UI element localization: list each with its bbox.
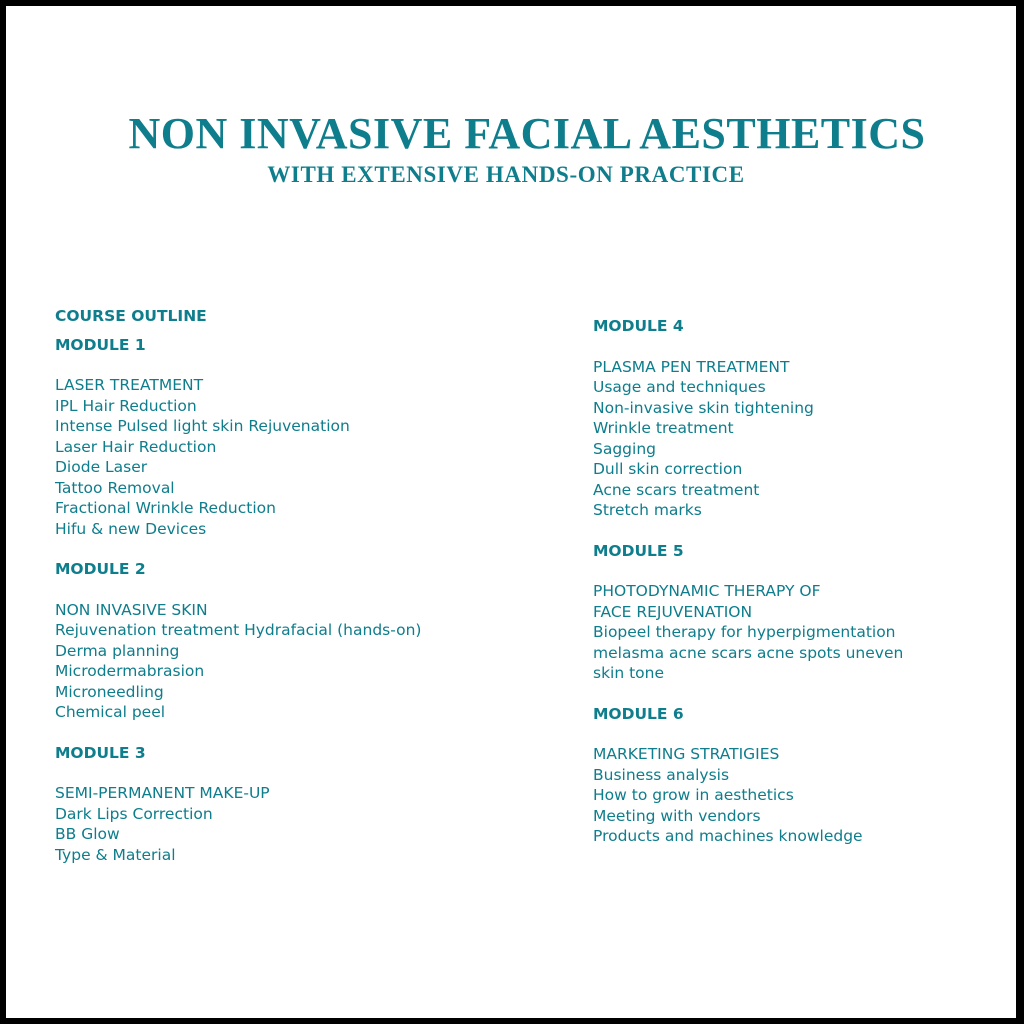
module-title: MODULE 4 (593, 317, 684, 335)
module-6 (593, 704, 993, 847)
module-item: Meeting with vendors (593, 806, 761, 825)
module-item: Laser Hair Reduction (55, 437, 217, 456)
module-title: MODULE 1 (55, 335, 146, 354)
module-item: Products and machines knowledge (593, 827, 863, 845)
module-item: NON INVASIVE SKIN (55, 600, 208, 619)
module-item: SEMI-PERMANENT MAKE-UP (55, 784, 270, 802)
module-2 (55, 559, 525, 723)
right-column (593, 316, 993, 867)
module-item: MARKETING STRATIGIES (593, 745, 780, 763)
module-item: How to grow in aesthetics (593, 786, 794, 804)
module-item: Microdermabrasion (55, 662, 205, 680)
module-item: FACE REJUVENATION (593, 602, 753, 621)
module-item: Hifu & new Devices (55, 519, 207, 538)
module-3 (55, 743, 525, 866)
module-title: MODULE 5 (593, 541, 684, 560)
module-item: Intense Pulsed light skin Rejuvenation (55, 417, 350, 435)
module-5 (593, 541, 993, 684)
module-item: Type & Material (55, 845, 176, 864)
module-item: Chemical peel (55, 703, 166, 721)
module-item: Diode Laser (55, 458, 148, 476)
module-item: Biopeel therapy for hyperpigmentation (593, 623, 896, 641)
module-item: BB Glow (55, 825, 120, 843)
module-title: MODULE 2 (55, 560, 146, 578)
module-item: Acne scars treatment (593, 480, 760, 499)
module-title: MODULE 6 (593, 704, 684, 723)
left-column (55, 306, 525, 885)
module-item: PHOTODYNAMIC THERAPY OF (593, 582, 821, 600)
module-4 (593, 316, 993, 521)
module-item: skin tone (593, 664, 665, 682)
page-subtitle: WITH EXTENSIVE HANDS-ON PRACTICE (267, 162, 745, 187)
course-outline-heading: COURSE OUTLINE (55, 307, 207, 325)
module-item: Microneedling (55, 682, 164, 701)
module-item: Dark Lips Correction (55, 804, 213, 823)
module-item: Usage and techniques (593, 378, 766, 396)
module-item: melasma acne scars acne spots uneven (593, 643, 904, 662)
course-outline-page (6, 6, 1016, 1018)
module-item: Fractional Wrinkle Reduction (55, 499, 276, 517)
module-title: MODULE 3 (55, 743, 146, 762)
module-item: Non-invasive skin tightening (593, 398, 814, 417)
module-item: LASER TREATMENT (55, 376, 204, 394)
module-item: Tattoo Removal (55, 478, 175, 497)
module-item: Stretch marks (593, 501, 702, 519)
module-item: Sagging (593, 439, 656, 458)
module-1 (55, 335, 525, 540)
module-item: Rejuvenation treatment Hydrafacial (hands-on) (55, 621, 422, 639)
module-item: Business analysis (593, 765, 730, 784)
module-item: PLASMA PEN TREATMENT (593, 357, 790, 376)
module-item: Dull skin correction (593, 460, 743, 478)
page-title: NON INVASIVE FACIAL AESTHETICS (128, 109, 926, 158)
module-item: Derma planning (55, 641, 180, 660)
module-item: IPL Hair Reduction (55, 396, 197, 415)
module-item: Wrinkle treatment (593, 419, 734, 437)
